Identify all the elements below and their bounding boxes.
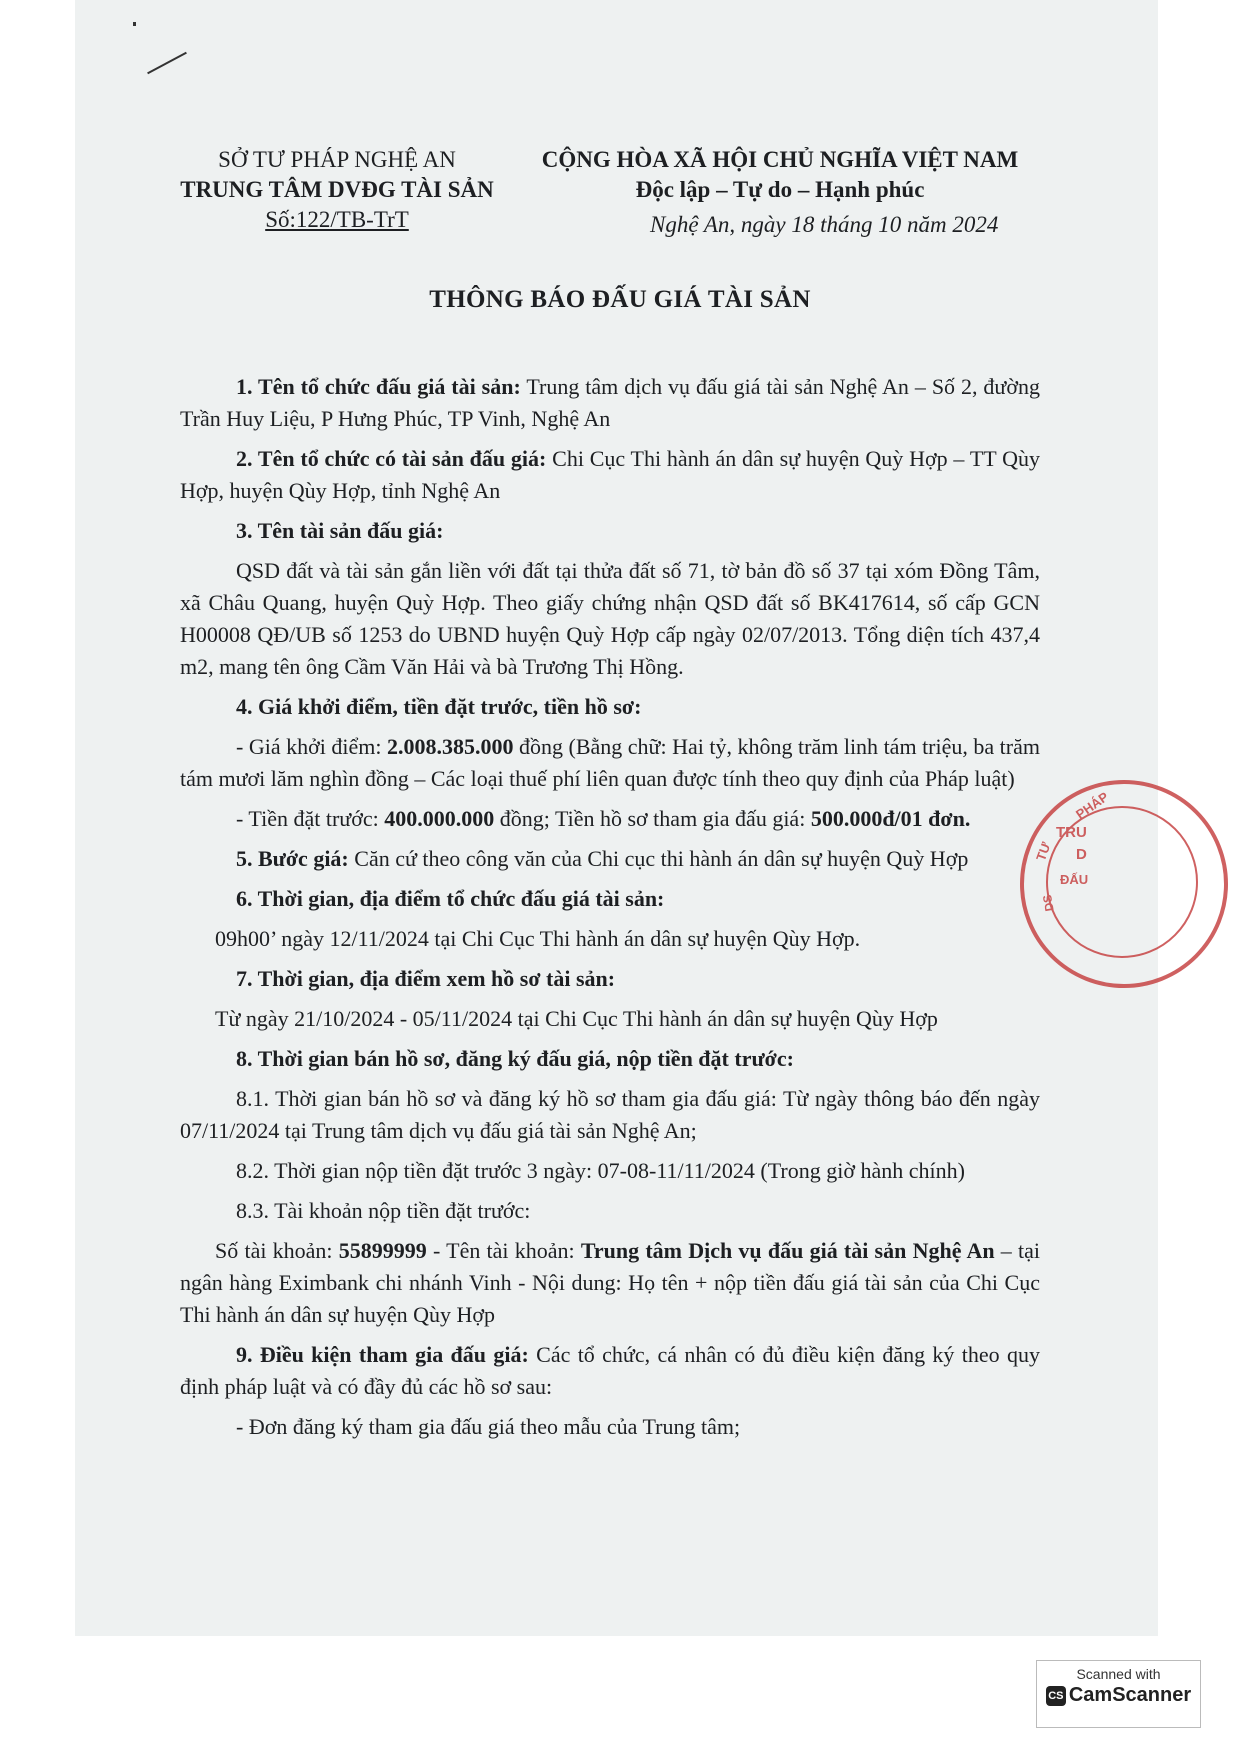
section-label: 1. Tên tổ chức đấu giá tài sản: (236, 374, 521, 399)
camscanner-logo-icon: CS (1046, 1686, 1066, 1706)
deposit-prefix: - Tiền đặt trước: (236, 806, 385, 831)
national-header (520, 145, 1040, 205)
section-6-text: 09h00’ ngày 12/11/2024 tại Chi Cục Thi hành án dân sự huyện Qùy Hợp. (215, 926, 861, 951)
scanner-caption: Scanned with (1076, 1666, 1161, 1682)
seal-text: PHÁP (1072, 788, 1112, 823)
section-9 (180, 1339, 1040, 1403)
document-body (180, 371, 1040, 1451)
section-label: 6. Thời gian, địa điểm tổ chức đấu giá tài sản: (236, 886, 665, 911)
section-6-label (180, 883, 1040, 915)
account-name-prefix: - Tên tài khoản: (426, 1238, 581, 1263)
section-text: Căn cứ theo công văn của Chi cục thi hành án dân sự huyện Quỳ Hợp (348, 846, 969, 871)
pen-mark (147, 52, 187, 74)
seal-text: DS (1039, 893, 1057, 913)
section-2 (180, 443, 1040, 507)
section-8-2: 8.2. Thời gian nộp tiền đặt trước 3 ngày: 07-08-11/11/2024 (Trong giờ hành chính) (236, 1158, 965, 1183)
seal-text: D (1076, 846, 1087, 863)
section-label: 3. Tên tài sản đấu giá: (236, 518, 444, 543)
account-prefix: Số tài khoản: (215, 1238, 339, 1263)
section-8-label (180, 1043, 1040, 1075)
issue-date: Nghệ An, ngày 18 tháng 10 năm 2024 (650, 212, 999, 237)
section-8-1: 8.1. Thời gian bán hồ sơ và đăng ký hồ sơ tham gia đấu giá: Từ ngày thông báo đến ngày 07/11/2024 tại Trung tâm dịch vụ đấu giá tài sản Nghệ An; (180, 1086, 1040, 1143)
section-1 (180, 371, 1040, 435)
country-name: CỘNG HÒA XÃ HỘI CHỦ NGHĨA VIỆT NAM (541, 147, 1019, 172)
account-name: Trung tâm Dịch vụ đấu giá tài sản Nghệ An (580, 1238, 995, 1263)
section-label: 4. Giá khởi điểm, tiền đặt trước, tiền hồ sơ: (236, 694, 642, 719)
starting-price (180, 731, 1040, 795)
starting-price-prefix: - Giá khởi điểm: (236, 734, 387, 759)
red-seal-stamp (1020, 780, 1228, 988)
bank-account (180, 1235, 1040, 1331)
seal-text: TRU (1056, 824, 1087, 841)
scanner-brand (1037, 1684, 1200, 1707)
account-number: 55899999 (338, 1238, 427, 1263)
section-3-text: QSD đất và tài sản gắn liền với đất tại thửa đất số 71, tờ bản đồ số 37 tại xóm Đồng Tâm, xã Châu Quang, huyện Quỳ Hợp. Theo giấy chứng nhận QSD đất số BK417614, số cấp GCN H00008 QĐ/UB số 1253 do UBND huyện Quỳ Hợp cấp ngày 02/07/2013. Tổng diện tích 437,4 m2, mang tên ông Cầm Văn Hải và bà Trương Thị Hồng. (180, 558, 1040, 679)
section-7-label (180, 963, 1040, 995)
starting-price-words: đồng (Bằng chữ: Hai tỷ, không trăm linh tám triệu, ba trăm tám mươi lăm nghìn đồng – Các loại thuế phí liên quan được tính theo quy định của Pháp luật) (180, 734, 1040, 791)
deposit-and-fee (180, 803, 1040, 835)
fee-value: 500.000đ/01 đơn. (810, 806, 971, 831)
account-details: – tại ngân hàng Eximbank chi nhánh Vinh - Nội dung: Họ tên + nộp tiền đấu giá tài sản của Chi Cục Thi hành án dân sự huyện Qùy Hợp (180, 1238, 1041, 1327)
section-label: 5. Bước giá: (236, 846, 349, 871)
section-text: Các tổ chức, cá nhân có đủ điều kiện đăng ký theo quy định pháp luật và có đầy đủ các hồ sơ sau: (180, 1342, 1040, 1399)
section-text: Chi Cục Thi hành án dân sự huyện Quỳ Hợp – TT Qùy Hợp, huyện Qùy Hợp, tỉnh Nghệ An (180, 446, 1040, 503)
section-label: 2. Tên tổ chức có tài sản đấu giá: (236, 446, 547, 471)
section-text: Trung tâm dịch vụ đấu giá tài sản Nghệ An – Số 2, đường Trần Huy Liệu, P Hưng Phúc, TP Vinh, Nghệ An (180, 374, 1040, 431)
section-9-item: - Đơn đăng ký tham gia đấu giá theo mẫu của Trung tâm; (236, 1414, 741, 1439)
fee-prefix: đồng; Tiền hồ sơ tham gia đấu giá: (494, 806, 811, 831)
scanner-brand-name: CamScanner (1068, 1684, 1192, 1706)
section-label: 8. Thời gian bán hồ sơ, đăng ký đấu giá, nộp tiền đặt trước: (236, 1046, 794, 1071)
camscanner-badge (1036, 1660, 1201, 1728)
section-4-label (180, 691, 1040, 723)
document-title: THÔNG BÁO ĐẤU GIÁ TÀI SẢN (429, 286, 811, 313)
section-label: 9. Điều kiện tham gia đấu giá: (236, 1342, 529, 1367)
section-5 (180, 843, 1040, 875)
issuer-center: TRUNG TÂM DVĐG TÀI SẢN (180, 177, 494, 202)
national-motto: Độc lập – Tự do – Hạnh phúc (635, 177, 925, 202)
section-7-text: Từ ngày 21/10/2024 - 05/11/2024 tại Chi Cục Thi hành án dân sự huyện Qùy Hợp (215, 1006, 938, 1031)
section-3-label (180, 515, 1040, 547)
document-number: Số:122/TB-TrT (265, 207, 409, 232)
seal-text: TƯ (1033, 840, 1054, 863)
dot-mark (133, 22, 136, 26)
deposit-value: 400.000.000 (384, 806, 495, 831)
starting-price-value: 2.008.385.000 (386, 734, 514, 759)
section-label: 7. Thời gian, địa điểm xem hồ sơ tài sản: (236, 966, 616, 991)
issuer-block (172, 145, 502, 235)
issuer-department: SỞ TƯ PHÁP NGHỆ AN (218, 147, 456, 172)
section-8-3: 8.3. Tài khoản nộp tiền đặt trước: (236, 1198, 531, 1223)
seal-text: ĐẤU (1060, 872, 1089, 887)
